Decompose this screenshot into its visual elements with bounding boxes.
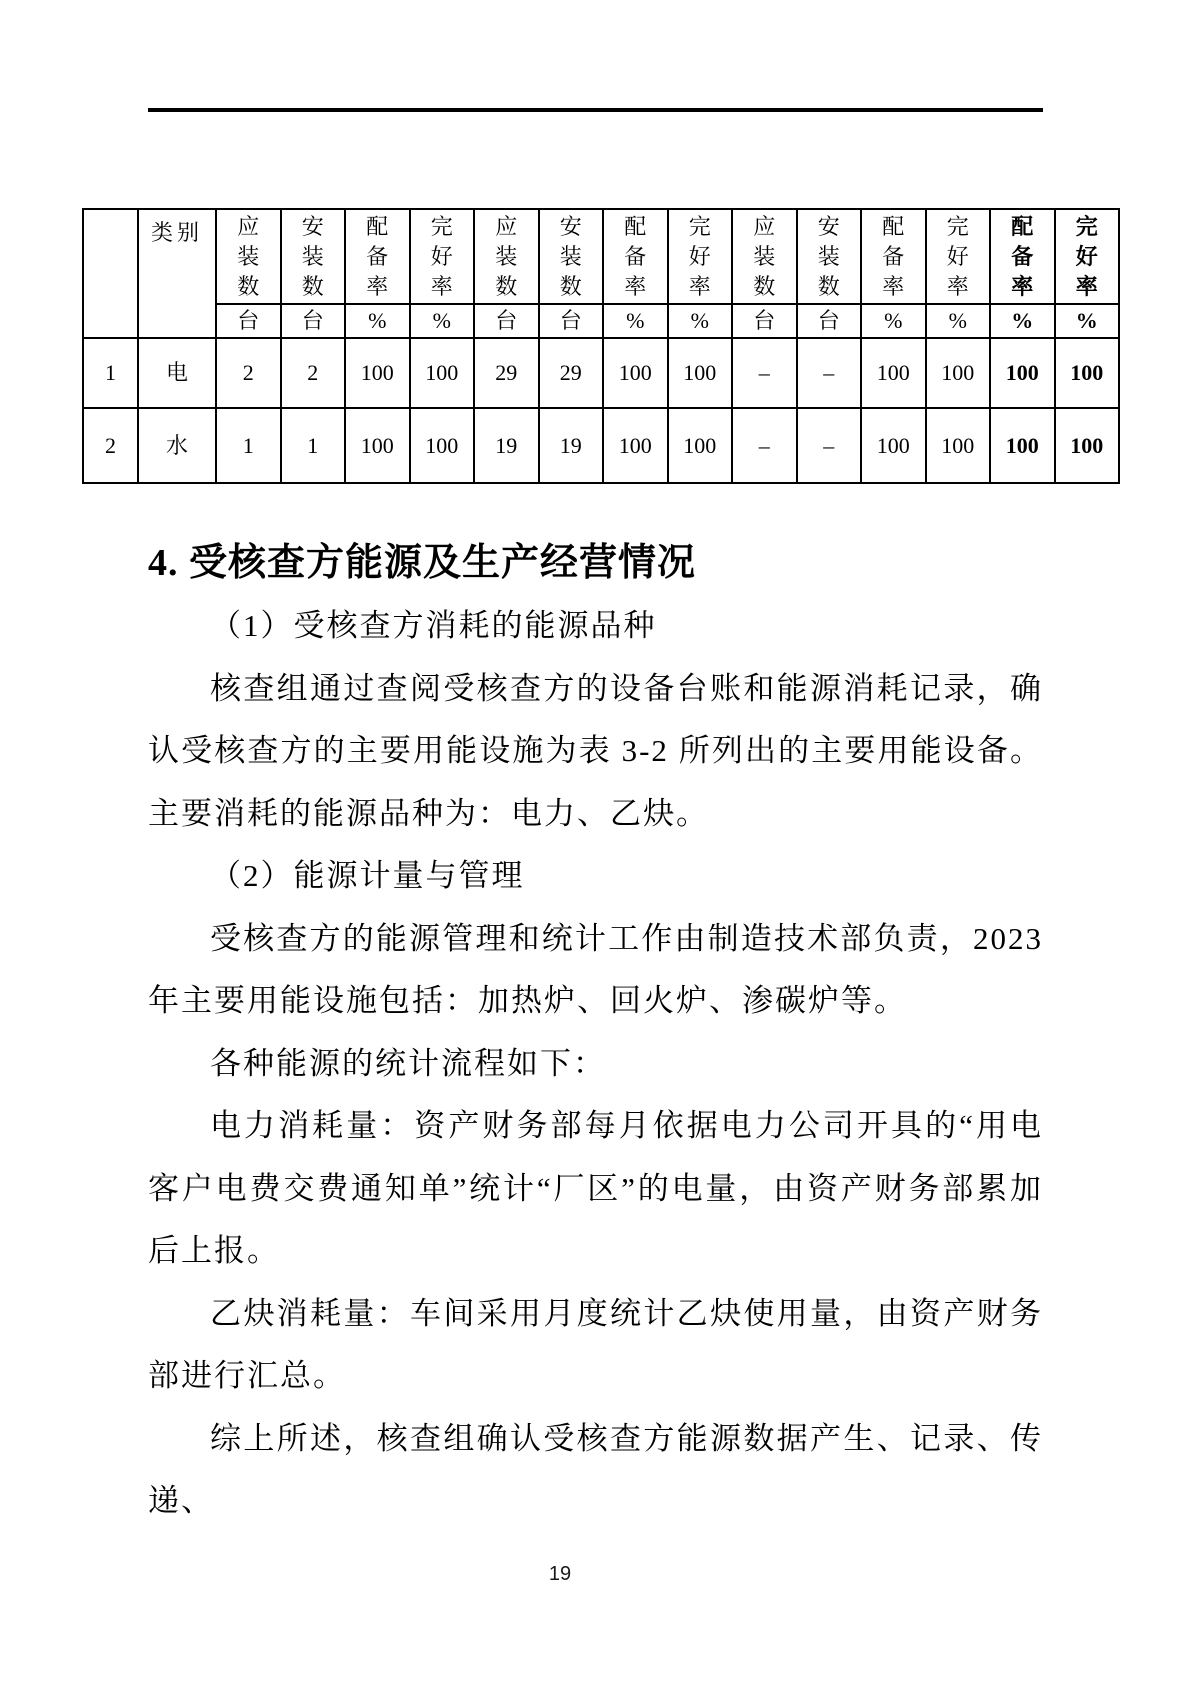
metric-header-label: 应装数 xyxy=(753,213,776,299)
table-value-cell: 100 xyxy=(410,338,475,408)
table-unit-cell: % xyxy=(990,304,1055,338)
table-unit-cell: 台 xyxy=(539,304,604,338)
table-rowno-cell: 1 xyxy=(83,338,138,408)
page-number: 19 xyxy=(548,1563,572,1585)
table-category-cell: 水 xyxy=(138,408,216,483)
table-unit-cell: % xyxy=(1055,304,1120,338)
table-value-cell: 19 xyxy=(539,408,604,483)
table-value-cell: – xyxy=(732,408,797,483)
table-metric-header xyxy=(732,209,797,304)
table-metric-header xyxy=(216,209,281,304)
page-footer xyxy=(148,1562,972,1586)
metric-header-label: 完好率 xyxy=(1075,213,1098,299)
table-value-cell: 2 xyxy=(216,338,281,408)
metric-header-label: 应装数 xyxy=(495,213,518,299)
table-unit-cell: 台 xyxy=(281,304,346,338)
table-value-cell: 100 xyxy=(990,408,1055,483)
table-unit-cell: % xyxy=(926,304,991,338)
metric-header-label: 配备率 xyxy=(366,213,389,299)
metric-header-label: 安装数 xyxy=(559,213,582,299)
table-value-cell: 100 xyxy=(410,408,475,483)
table-unit-cell: % xyxy=(345,304,410,338)
table-metric-header xyxy=(861,209,926,304)
metric-header-label: 配备率 xyxy=(1011,213,1034,299)
metric-header-label: 应装数 xyxy=(237,213,260,299)
table-unit-cell: 台 xyxy=(732,304,797,338)
table-value-cell: 100 xyxy=(1055,338,1120,408)
table-row xyxy=(83,338,1119,408)
table-value-cell: 100 xyxy=(861,338,926,408)
table-unit-cell: % xyxy=(668,304,733,338)
table-metric-header xyxy=(410,209,475,304)
table-value-cell: 100 xyxy=(345,408,410,483)
table-value-cell: 100 xyxy=(345,338,410,408)
header-rule xyxy=(148,108,1043,112)
table-value-cell: 1 xyxy=(216,408,281,483)
table-value-cell: – xyxy=(797,338,862,408)
table-metric-header xyxy=(1055,209,1120,304)
section-heading: 4. 受核查方能源及生产经营情况 xyxy=(148,542,697,584)
paragraph: 受核查方的能源管理和统计工作由制造技术部负责，2023年主要用能设施包括：加热炉、回火炉、渗碳炉等。 xyxy=(148,920,1043,1018)
metric-header-label: 配备率 xyxy=(882,213,905,299)
table-metric-header xyxy=(474,209,539,304)
paragraph: 综上所述，核查组确认受核查方能源数据产生、记录、传递、 xyxy=(148,1420,1043,1518)
metric-header-label: 完好率 xyxy=(430,213,453,299)
table-value-cell: 19 xyxy=(474,408,539,483)
table-value-cell: 100 xyxy=(668,338,733,408)
paragraphs xyxy=(148,595,1043,1533)
table-metric-header xyxy=(539,209,604,304)
table-unit-cell: % xyxy=(861,304,926,338)
table-unit-cell: 台 xyxy=(216,304,281,338)
table-category-header: 类别 xyxy=(138,209,216,338)
table-corner-cell xyxy=(83,209,138,338)
table-value-cell: – xyxy=(797,408,862,483)
table-unit-row xyxy=(83,304,1119,338)
table-unit-cell: % xyxy=(410,304,475,338)
table-value-cell: 100 xyxy=(990,338,1055,408)
table-value-cell: 29 xyxy=(539,338,604,408)
table-value-cell: 100 xyxy=(1055,408,1120,483)
table-value-cell: 100 xyxy=(603,338,668,408)
table-value-cell: 1 xyxy=(281,408,346,483)
table-value-cell: 100 xyxy=(926,408,991,483)
table-rowno-cell: 2 xyxy=(83,408,138,483)
table-value-cell: 100 xyxy=(603,408,668,483)
table-unit-cell: 台 xyxy=(474,304,539,338)
paragraph: 乙炔消耗量：车间采用月度统计乙炔使用量，由资产财务部进行汇总。 xyxy=(148,1295,1043,1393)
table-metric-header xyxy=(797,209,862,304)
table-value-cell: – xyxy=(732,338,797,408)
paragraph: 各种能源的统计流程如下： xyxy=(210,1045,606,1081)
metric-header-label: 安装数 xyxy=(817,213,840,299)
table-unit-cell: 台 xyxy=(797,304,862,338)
table-value-cell: 29 xyxy=(474,338,539,408)
metric-header-label: 安装数 xyxy=(301,213,324,299)
table-metric-header xyxy=(345,209,410,304)
table-metric-header xyxy=(668,209,733,304)
paragraph: 电力消耗量：资产财务部每月依据电力公司开具的“用电客户电费交费通知单”统计“厂区”的电量，由资产财务部累加后上报。 xyxy=(148,1108,1043,1268)
metric-header-label: 完好率 xyxy=(688,213,711,299)
table-header-row xyxy=(83,209,1119,304)
table-metric-header xyxy=(990,209,1055,304)
table-unit-cell: % xyxy=(603,304,668,338)
table-value-cell: 100 xyxy=(861,408,926,483)
body-text xyxy=(148,531,1043,1533)
table-metric-header xyxy=(926,209,991,304)
meter-table xyxy=(82,208,1120,484)
table-value-cell: 2 xyxy=(281,338,346,408)
table-metric-header xyxy=(603,209,668,304)
table-category-cell: 电 xyxy=(138,338,216,408)
paragraph: （2）能源计量与管理 xyxy=(210,858,525,893)
metric-header-label: 配备率 xyxy=(624,213,647,299)
metric-header-label: 完好率 xyxy=(946,213,969,299)
table-value-cell: 100 xyxy=(668,408,733,483)
table-metric-header xyxy=(281,209,346,304)
table-value-cell: 100 xyxy=(926,338,991,408)
paragraph: （1）受核查方消耗的能源品种 xyxy=(210,608,657,643)
table-row xyxy=(83,408,1119,483)
paragraph: 核查组通过查阅受核查方的设备台账和能源消耗记录，确认受核查方的主要用能设施为表 3-2 所列出的主要用能设备。主要消耗的能源品种为：电力、乙炔。 xyxy=(148,670,1043,831)
